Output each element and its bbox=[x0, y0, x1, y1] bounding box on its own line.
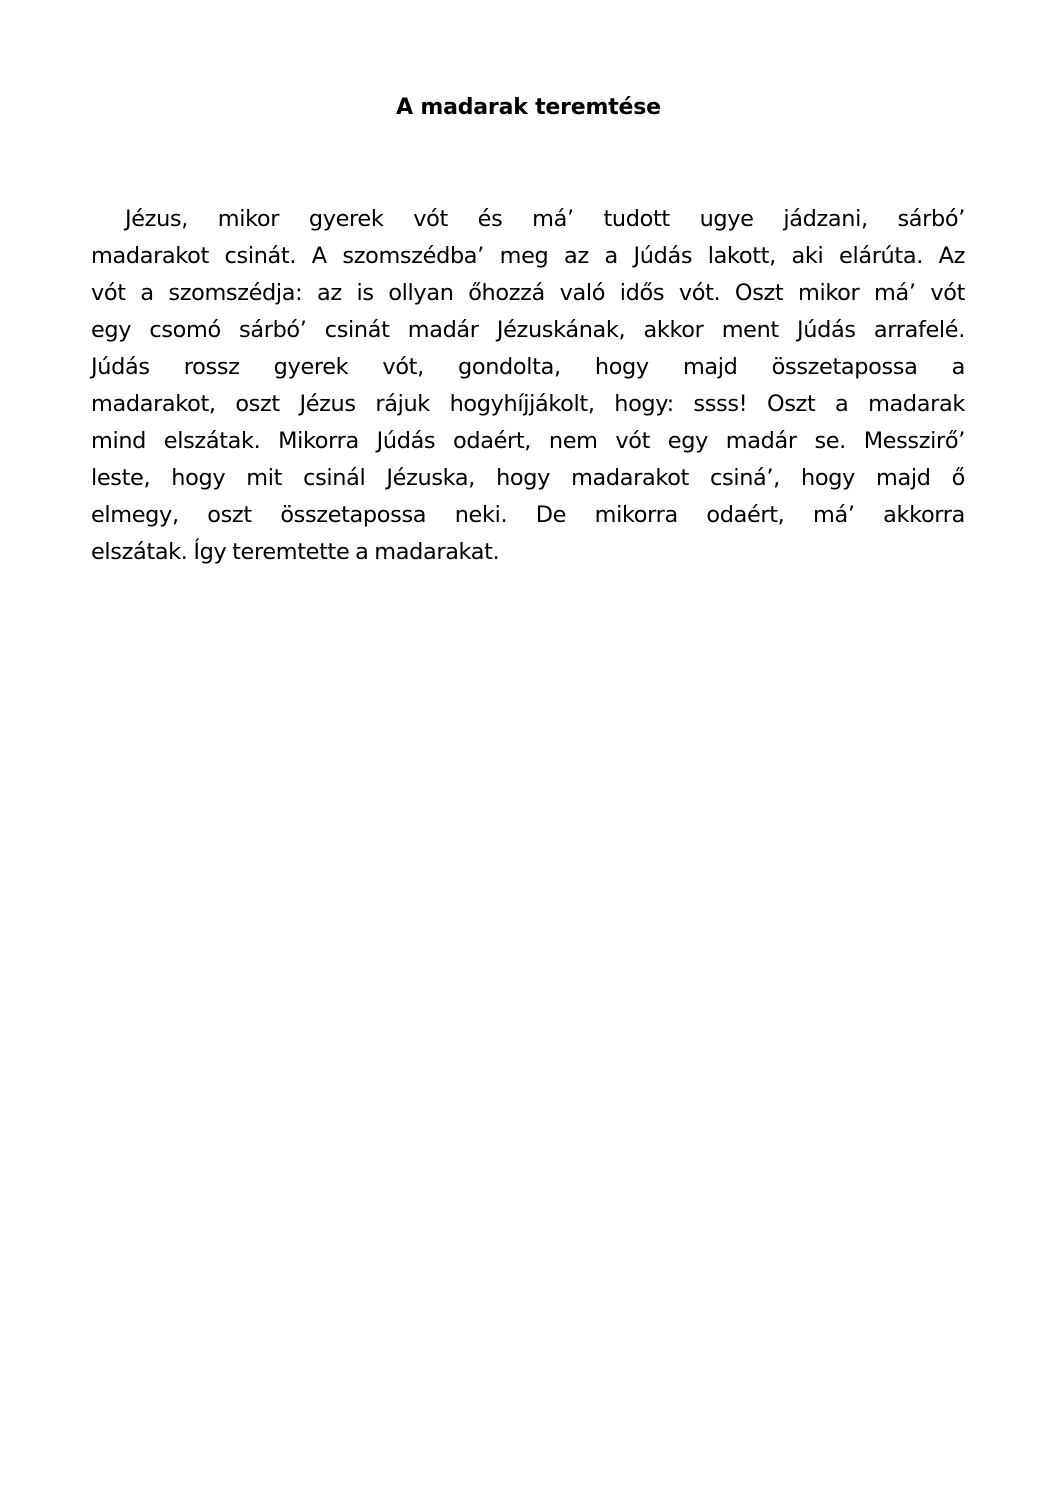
paragraph-line: elmegy, oszt összetapossa neki. De mikorra odaért, má’ akkorra bbox=[91, 502, 965, 528]
paragraph-line: Júdás rossz gyerek vót, gondolta, hogy majd összetapossa a bbox=[91, 354, 965, 380]
paragraph-line: egy csomó sárbó’ csinát madár Jézuskának, akkor ment Júdás arrafelé. bbox=[91, 317, 965, 343]
paragraph-line: leste, hogy mit csinál Jézuska, hogy madarakot csiná’, hogy majd ő bbox=[91, 465, 965, 491]
paragraph-line: vót a szomszédja: az is ollyan őhozzá való idős vót. Oszt mikor má’ vót bbox=[91, 280, 965, 306]
page-title: A madarak teremtése bbox=[396, 95, 661, 120]
paragraph-line: madarakot, oszt Jézus rájuk hogyhíjjákolt, hogy: ssss! Oszt a madarak bbox=[91, 391, 965, 417]
story-paragraph bbox=[91, 201, 965, 571]
paragraph-line: mind elszátak. Mikorra Júdás odaért, nem vót egy madár se. Messzirő’ bbox=[91, 428, 965, 454]
paragraph-line: elszátak. Így teremtette a madarakat. bbox=[91, 539, 500, 565]
paragraph-line: madarakot csinát. A szomszédba’ meg az a Júdás lakott, aki elárúta. Az bbox=[91, 243, 965, 269]
paragraph-line: Jézus, mikor gyerek vót és má’ tudott ugye jádzani, sárbó’ bbox=[125, 206, 965, 232]
